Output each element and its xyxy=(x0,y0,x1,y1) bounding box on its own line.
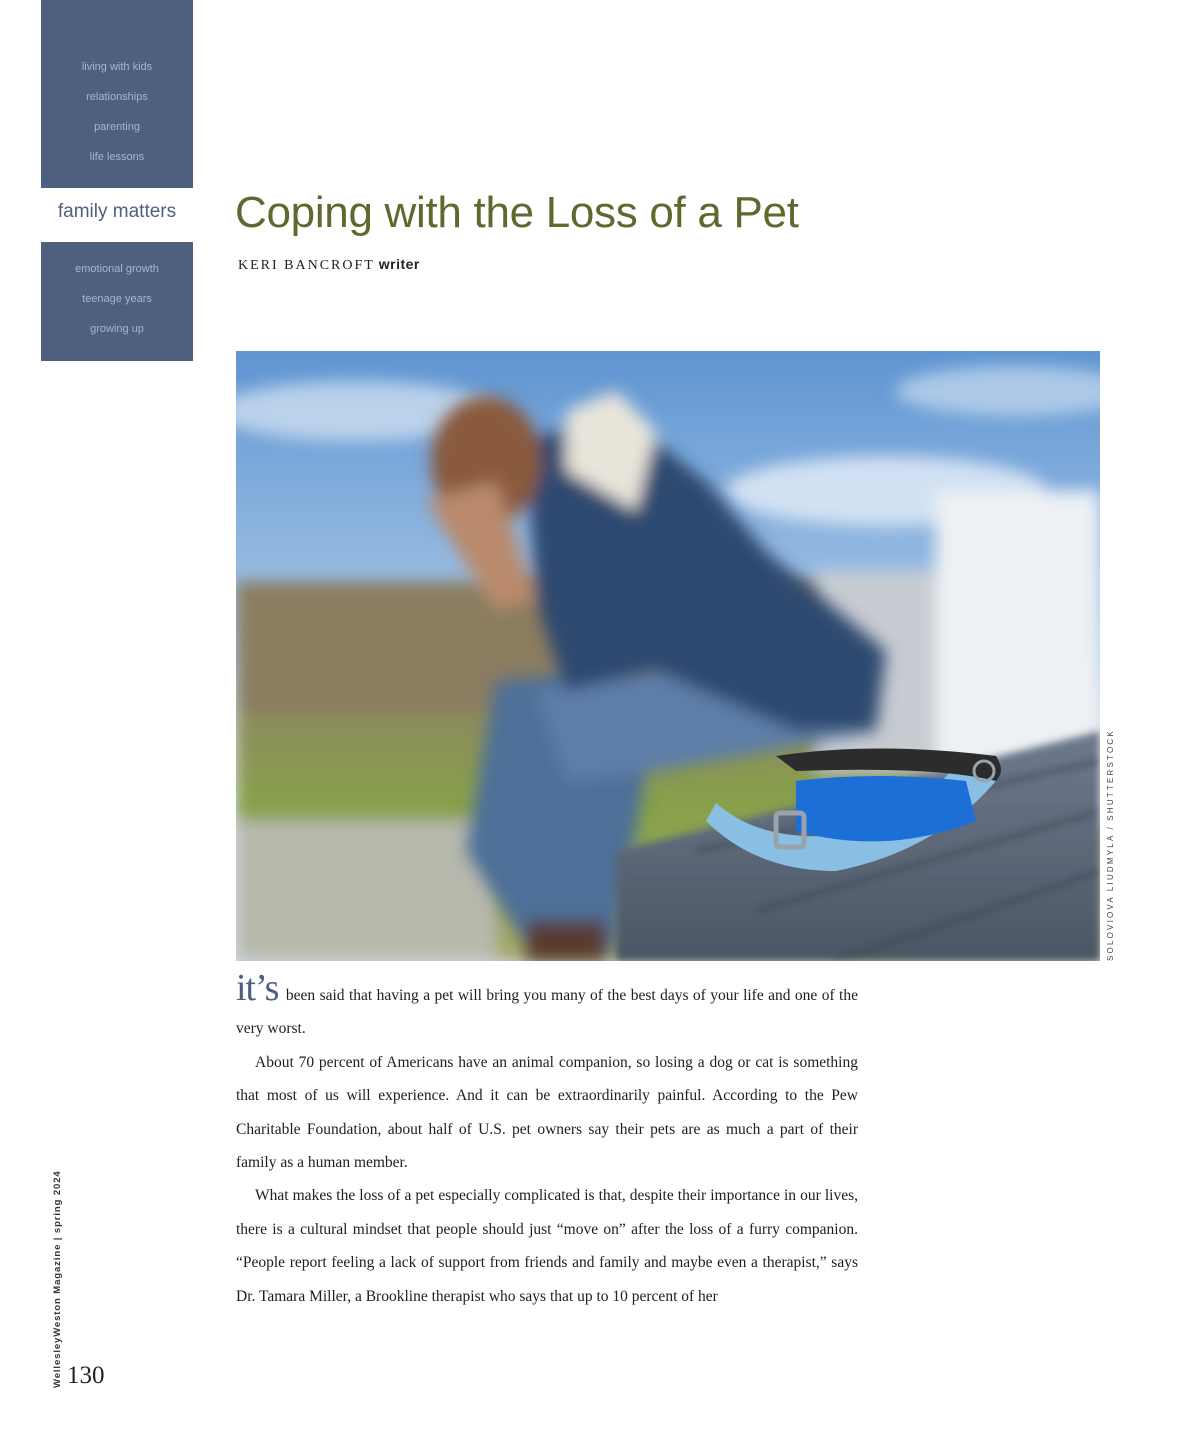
author-role: writer xyxy=(378,256,420,272)
author-name: KERI BANCROFT xyxy=(238,258,375,273)
sidebar-top-nav xyxy=(41,0,193,188)
paragraph: About 70 percent of Americans have an animal companion, so losing a dog or cat is something that most of us will experience. And it can be extraordinarily painful. According to the Pew Charitable Foundation, about half of U.S. pet owners say their pets are as much a part of their family as a human member. xyxy=(236,1053,858,1172)
paragraph xyxy=(236,967,858,1046)
byline xyxy=(238,256,420,274)
sidebar-bottom-nav xyxy=(41,242,193,361)
photo-credit: SOLOVIOVA LIUDMYLA / SHUTTERSTOCK xyxy=(1106,729,1115,961)
sidebar-item-life-lessons[interactable]: life lessons xyxy=(89,151,145,163)
sidebar-item-relationships[interactable]: relationships xyxy=(86,91,148,103)
sidebar-item-teenage-years[interactable]: teenage years xyxy=(82,293,152,305)
article-photo xyxy=(236,351,1100,961)
section-label: family matters xyxy=(57,201,177,222)
paragraph: What makes the loss of a pet especially complicated is that, despite their importance in our lives, there is a cultural mindset that people should just “move on” after the loss of a furry companion. “People report feeling a lack of support from friends and family and maybe even a therapist,” says Dr. Tamara Miller, a Brookline therapist who says that up to 10 percent of her xyxy=(236,1187,858,1305)
sidebar-item-living-with-kids[interactable]: living with kids xyxy=(81,61,153,73)
article-body xyxy=(236,967,858,1313)
magazine-footer: WellesleyWeston Magazine | spring 2024 xyxy=(52,1170,63,1388)
article-title: Coping with the Loss of a Pet xyxy=(235,188,799,237)
drop-cap-word: it’s xyxy=(236,967,279,1009)
page-number: 130 xyxy=(67,1362,105,1389)
sidebar-item-growing-up[interactable]: growing up xyxy=(90,323,144,335)
sidebar-item-parenting[interactable]: parenting xyxy=(94,121,140,133)
grieving-man-with-dog-collar-illustration xyxy=(236,351,1100,961)
sidebar-item-emotional-growth[interactable]: emotional growth xyxy=(75,263,159,275)
paragraph-text: been said that having a pet will bring you many of the best days of your life and one of the very worst. xyxy=(236,987,858,1038)
